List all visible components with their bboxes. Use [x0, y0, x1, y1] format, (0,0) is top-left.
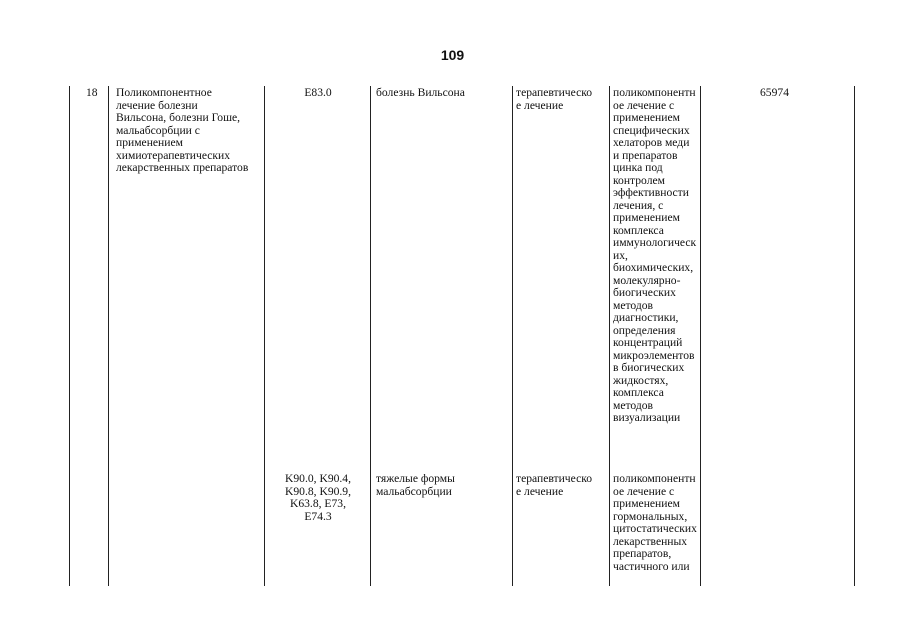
row-number: 18	[86, 86, 98, 99]
patient-model: тяжелые формы мальабсорбции	[376, 472, 455, 498]
treatment-name: Поликомпонентное лечение болезни Вильсона, болезни Гоше, мальабсорбции с применением химиотерапевтических лекарственных препаратов	[116, 86, 249, 174]
table-border-left	[69, 86, 70, 586]
column-divider	[512, 86, 513, 586]
price-value: 65974	[760, 86, 789, 99]
icd-codes: K90.0, K90.4, K90.8, K90.9, K63.8, E73, E74.3	[284, 472, 352, 523]
page-number: 109	[440, 47, 465, 63]
icd-codes: E83.0	[304, 86, 332, 99]
treatment-method: поликомпонентн ое лечение с применением специфических хелаторов меди и препаратов цинка под контролем эффективности лечения, с применением комплекса иммунологическ их, биохимических, молекулярно- биогических методов диагностики, определения концентраций микроэлементов в биогических жидкостях, комплекса методов визуализации	[613, 86, 697, 424]
column-divider	[609, 86, 610, 586]
column-divider	[108, 86, 109, 586]
table-border-right	[854, 86, 855, 586]
patient-model: болезнь Вильсона	[376, 86, 465, 99]
treatment-method: поликомпонентн ое лечение с применением гормональных, цитостатических лекарственных препаратов, частичного или	[613, 472, 697, 573]
column-divider	[370, 86, 371, 586]
treatment-type: терапевтическо е лечение	[516, 472, 593, 498]
column-divider	[264, 86, 265, 586]
treatment-type: терапевтическо е лечение	[516, 86, 593, 112]
